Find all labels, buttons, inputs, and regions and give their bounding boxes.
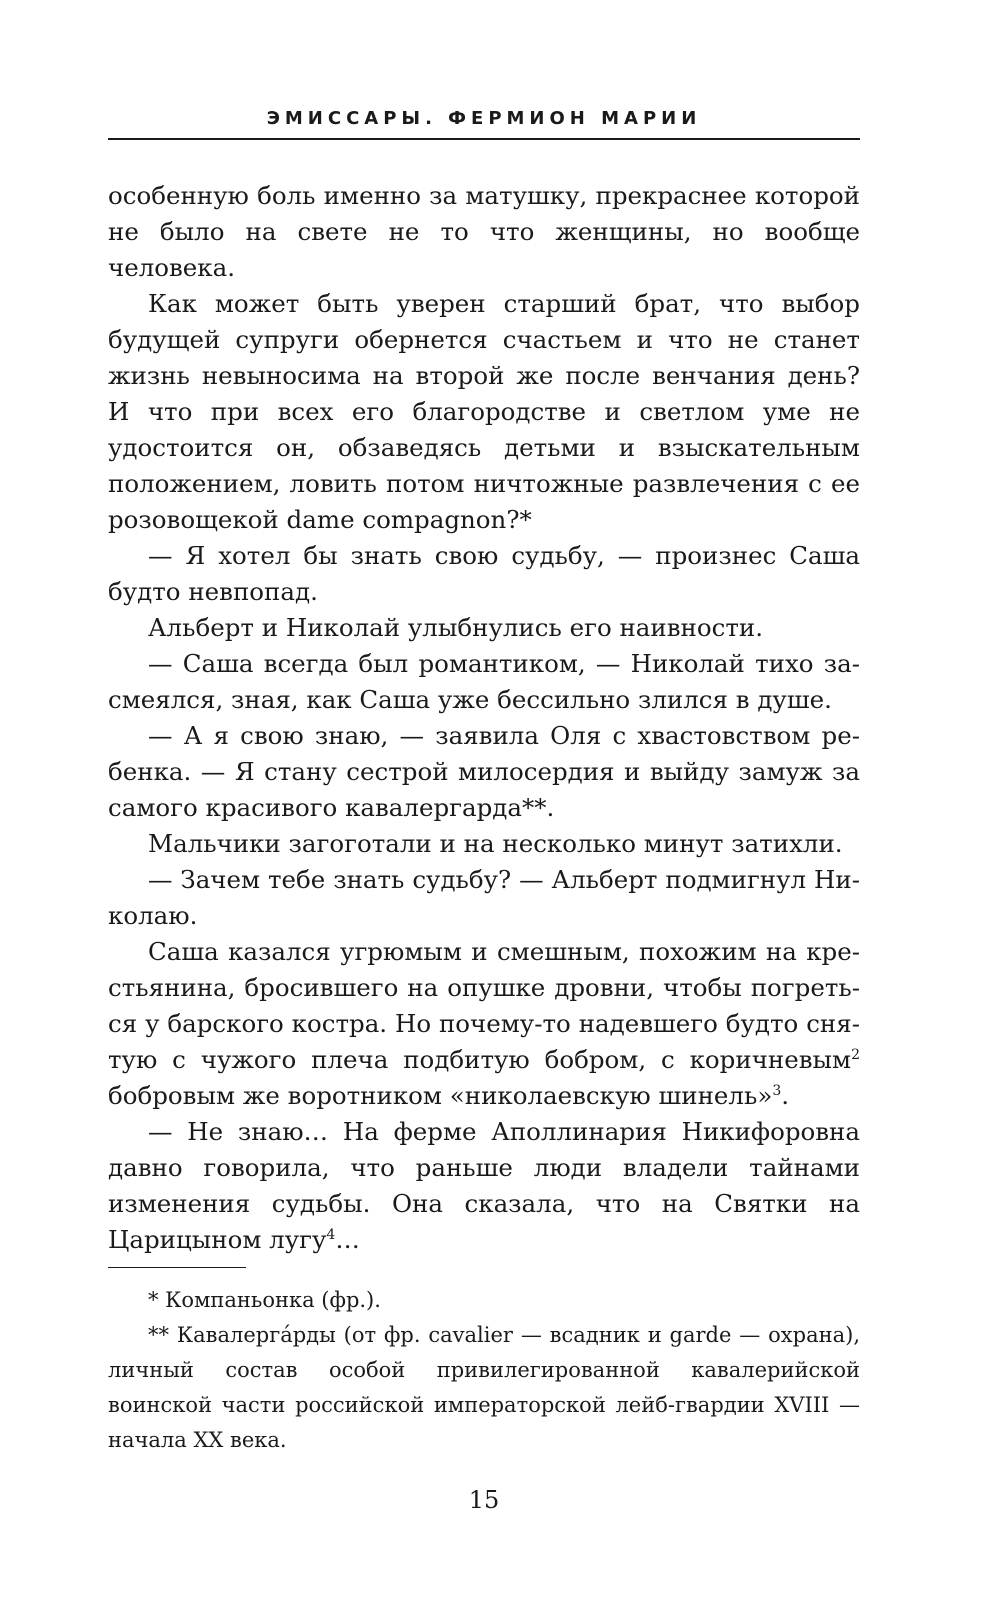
page-number: 15 — [468, 1486, 500, 1514]
paragraph: — А я свою знаю, — заявила Оля с хвастовством ребенка. — Я стану сестрой милосердия и выйду замуж за самого красивого кавалергарда**. — [108, 721, 860, 822]
endnote-marker[interactable]: 4 — [326, 1227, 336, 1243]
paragraph: — Зачем тебе знать судьбу? — Альберт подмигнул Николаю. — [108, 865, 860, 930]
paragraph: Мальчики загоготали и на несколько минут затихли. — [148, 829, 843, 858]
main-text — [108, 178, 860, 1258]
footnote: ** Кавалерга́рды (от фр. cavalier — всадник и garde — охрана), личный состав особой привилегированной кавалерийской воинской части российской императорской лейб-гвардии XVIII — начала XX века. — [108, 1323, 860, 1452]
paragraph: особенную боль именно за матушку, прекраснее которой не было на свете не то что женщины, но вообще человека. — [108, 181, 860, 282]
paragraph-text: Саша казался угрюмым и смешным, похожим на крестьянина, бросившего на опушке дровни, чтобы погреться у барского костра. Но почему-то надевшего будто снятую с чужого плеча подбитую бобром, с коричневым — [108, 937, 860, 1074]
paragraph-text: … — [335, 1225, 360, 1254]
paragraph-text: . — [781, 1081, 790, 1110]
running-head: ЭМИССАРЫ. ФЕРМИОН МАРИИ — [266, 108, 702, 129]
endnote-marker[interactable]: 3 — [772, 1083, 782, 1099]
endnote-marker[interactable]: 2 — [851, 1047, 860, 1063]
paragraph: — Саша всегда был романтиком, — Николай тихо засмеялся, зная, как Саша уже бессильно злился в душе. — [108, 649, 860, 714]
paragraph — [108, 934, 860, 1114]
paragraph-text: бобровым же воротником «николаевскую шинель» — [108, 1081, 773, 1110]
footnote: * Компаньонка (фр.). — [148, 1288, 381, 1312]
paragraph-text: — Не знаю… На ферме Аполлинария Никифоровна давно говорила, что раньше люди владели тайнами изменения судьбы. Она сказала, что на Святки на Царицыном лугу — [108, 1117, 860, 1254]
paragraph: — Я хотел бы знать свою судьбу, — произнес Саша будто невпопад. — [108, 541, 860, 606]
paragraph: Альберт и Николай улыбнулись его наивности. — [148, 613, 764, 642]
footnote-divider — [108, 1267, 246, 1268]
header-divider — [108, 138, 860, 140]
footnotes — [108, 1283, 860, 1458]
paragraph: Как может быть уверен старший брат, что выбор будущей супруги обернется счастьем и что не станет жизнь невыносима на второй же после венчания день? И что при всех его благородстве и светлом уме не удостоится он, обзаведясь детьми и взыскательным положением, ловить потом ничтожные развлечения с ее розовощекой dame compagnon?* — [108, 289, 860, 534]
paragraph — [108, 1114, 860, 1258]
